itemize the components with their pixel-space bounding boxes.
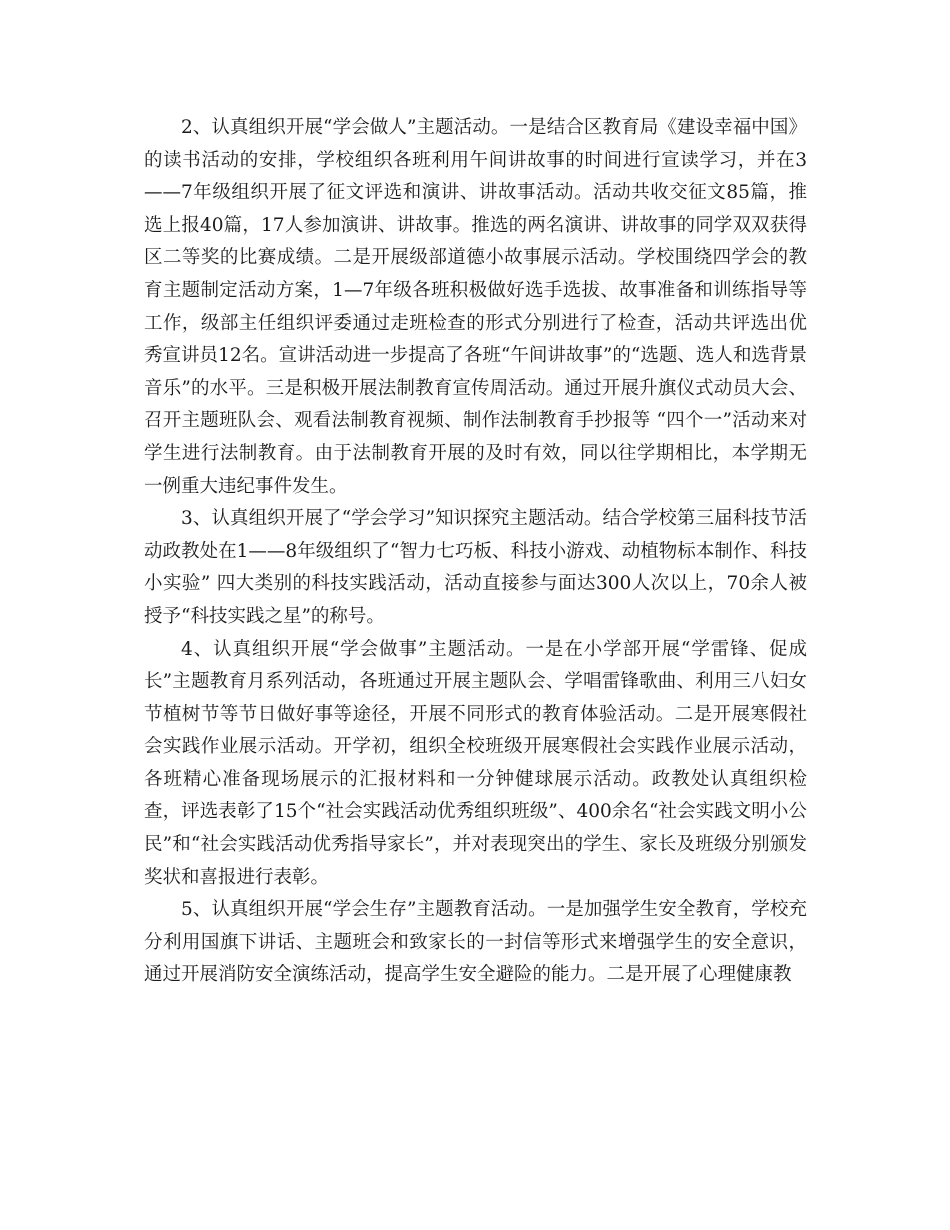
paragraph-learn-to-survive: 5、认真组织开展“学会生存”主题教育活动。一是加强学生安全教育，学校充分利用国旗下讲话、主题班会和致家长的一封信等形式来增强学生的安全意识，通过开展消防安全演练活动，提高学生安全避险的能力。二是开展了心理健康教	[144, 899, 807, 986]
paragraph-learn-to-learn: 3、认真组织开展了“学会学习”知识探究主题活动。结合学校第三届科技节活动政教处在1——8年级组织了“智力七巧板、科技小游戏、动植物标本制作、科技小实验” 四大类别的科技实践活动，活动直接参与面达300人次以上，70余人被授予“科技实践之星”的称号。	[144, 508, 807, 627]
paragraph-learn-to-do: 4、认真组织开展“学会做事”主题活动。一是在小学部开展“学雷锋、促成长”主题教育月系列活动，各班通过开展主题队会、学唱雷锋歌曲、利用三八妇女节植树节等节日做好事等途径，开展不同形式的教育体验活动。二是开展寒假社会实践作业展示活动。开学初，组织全校班级开展寒假社会实践作业展示活动，各班精心准备现场展示的汇报材料和一分钟健球展示活动。政教处认真组织检查，评选表彰了15个“社会实践活动优秀组织班级”、400余名“社会实践文明小公民”和“社会实践活动优秀指导家长”，并对表现突出的学生、家长及班级分别颁发奖状和喜报进行表彰。	[144, 638, 807, 888]
paragraph-learn-to-be-human: 2、认真组织开展“学会做人”主题活动。一是结合区教育局《建设幸福中国》的读书活动的安排，学校组织各班利用午间讲故事的时间进行宣读学习，并在3——7年级组织开展了征文评选和演讲、讲故事活动。活动共收交征文85篇，推选上报40篇，17人参加演讲、讲故事。推选的两名演讲、讲故事的同学双双获得区二等奖的比赛成绩。二是开展级部道德小故事展示活动。学校围绕四学会的教育主题制定活动方案，1—7年级各班积极做好选手选拔、故事准备和训练指导等工作，级部主任组织评委通过走班检查的形式分别进行了检查，活动共评选出优秀宣讲员12名。宣讲活动进一步提高了各班“午间讲故事”的“选题、选人和选背景音乐”的水平。三是积极开展法制教育宣传周活动。通过开展升旗仪式动员大会、召开主题班队会、观看法制教育视频、制作法制教育手抄报等 “四个一”活动来对学生进行法制教育。由于法制教育开展的及时有效，同以往学期相比，本学期无一例重大违纪事件发生。	[144, 117, 807, 497]
document-body	[144, 112, 807, 992]
